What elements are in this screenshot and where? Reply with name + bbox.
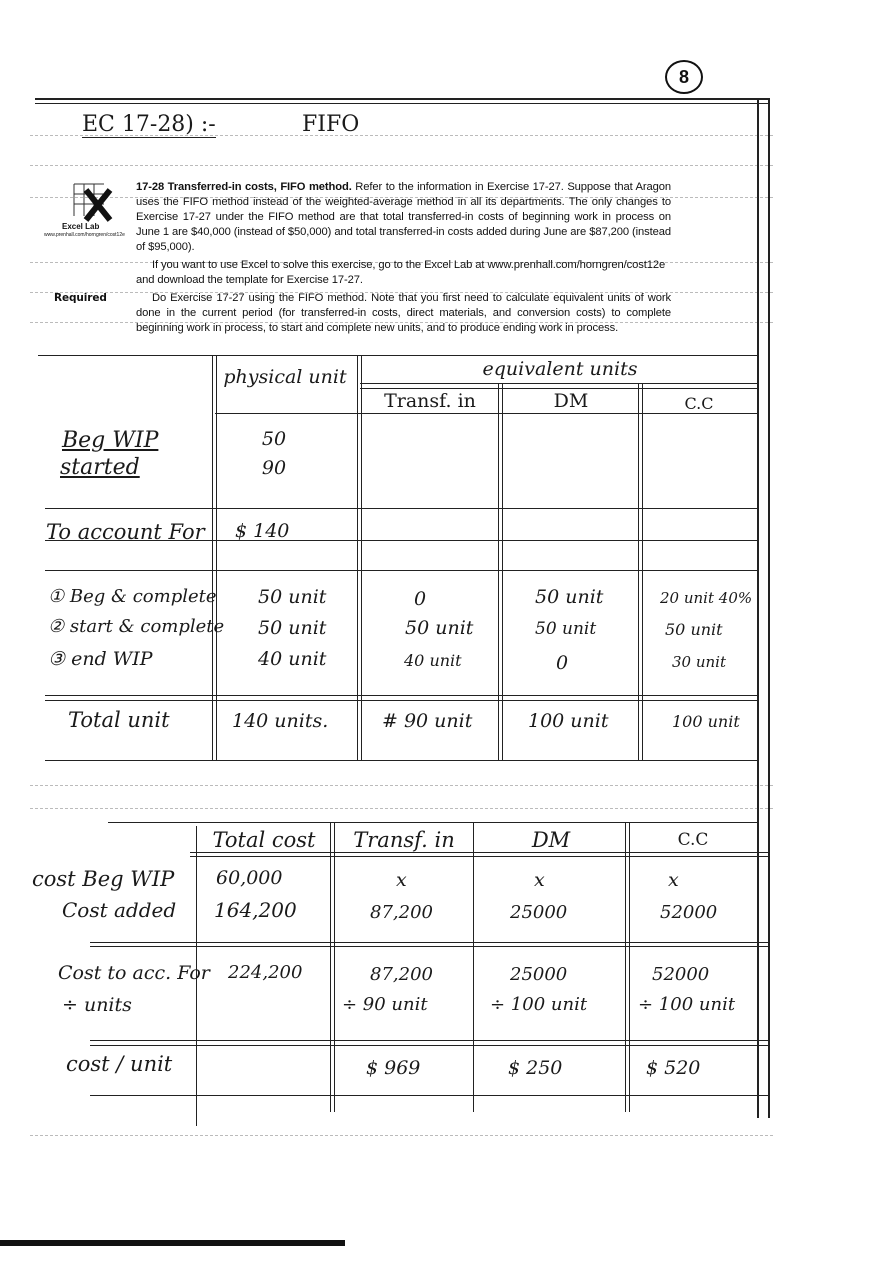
row-dm: 50 unit bbox=[535, 586, 604, 608]
row-label: To account For bbox=[46, 520, 205, 544]
excel-lab-logo bbox=[70, 180, 114, 226]
cost-row-transf: $ 969 bbox=[366, 1057, 421, 1079]
exercise-body: Refer to the information in Exercise 17-27. Suppose that Aragon uses the FIFO method instead of the weighted-average method in all its departments. The only changes to Exercise 17-27 under the FIFO method are that total transferred-in costs of beginning work in process on June 1 are $40,000 (instead of $50,000) and total transferred-in costs added during June are $87,200 (instead of $95,000). bbox=[136, 181, 671, 253]
method-label: FIFO bbox=[302, 112, 360, 137]
excel-grid-icon bbox=[70, 180, 114, 226]
exercise-title: Transferred-in costs, FIFO method. bbox=[167, 181, 352, 193]
row-dm: 100 unit bbox=[528, 710, 609, 732]
cost-row-total: 164,200 bbox=[214, 898, 297, 922]
header-physical-unit: physical unit bbox=[223, 366, 347, 388]
row-transf: 40 unit bbox=[404, 651, 462, 670]
row-label: Beg WIP bbox=[62, 428, 159, 453]
row-physical: 90 bbox=[261, 457, 287, 479]
method-heading bbox=[302, 112, 359, 137]
cost-row-dm: $ 250 bbox=[508, 1057, 563, 1079]
page-number: 8 bbox=[678, 67, 689, 87]
cost-row-cc: ÷ 100 unit bbox=[638, 994, 736, 1015]
page-number-badge bbox=[665, 60, 703, 94]
row-dm: 50 unit bbox=[535, 619, 597, 639]
row-label: ① Beg & complete bbox=[48, 586, 217, 607]
row-physical: $ 140 bbox=[235, 520, 290, 542]
cost-row-label: Cost added bbox=[62, 898, 177, 922]
row-physical: 50 unit bbox=[258, 586, 327, 608]
excel-lab-label: Excel Lab bbox=[62, 222, 100, 231]
row-label: Total unit bbox=[68, 708, 170, 732]
required-label: Required bbox=[54, 292, 107, 304]
row-cc: 50 unit bbox=[665, 620, 723, 639]
cost-row-transf: 87,200 bbox=[370, 964, 433, 985]
header-equivalent-units: equivalent units bbox=[482, 358, 638, 380]
row-transf: # 90 unit bbox=[382, 710, 473, 732]
margin-line bbox=[757, 98, 759, 1118]
cost-row-label: Cost to acc. For bbox=[58, 962, 210, 984]
cost-col-transf: Transf. in bbox=[353, 828, 455, 852]
cost-row-dm: 25000 bbox=[510, 964, 568, 985]
cost-row-label: cost / unit bbox=[66, 1052, 173, 1076]
row-physical: 50 bbox=[261, 428, 287, 450]
cost-row-cc: $ 520 bbox=[646, 1057, 701, 1079]
cost-row-label: cost Beg WIP bbox=[32, 867, 175, 891]
col-transf-in: Transf. in bbox=[384, 390, 476, 412]
cost-row-cc: x bbox=[668, 869, 679, 891]
row-physical: 40 unit bbox=[258, 648, 327, 670]
top-rule bbox=[35, 98, 768, 100]
excel-note: If you want to use Excel to solve this exercise, go to the Excel Lab at www.prenhall.com/horngren/cost12e and download the template for Exercise 17-27. bbox=[136, 259, 666, 286]
cost-row-total: 224,200 bbox=[228, 962, 303, 983]
cost-col-total: Total cost bbox=[212, 828, 316, 852]
cost-row-total: 60,000 bbox=[216, 867, 283, 889]
cost-row-dm: ÷ 100 unit bbox=[490, 994, 588, 1015]
cost-row-dm: 25000 bbox=[510, 902, 568, 923]
cost-row-transf: x bbox=[396, 869, 407, 891]
cost-row-cc: 52000 bbox=[652, 964, 710, 985]
cost-row-transf: ÷ 90 unit bbox=[342, 994, 428, 1015]
exercise-heading bbox=[82, 112, 216, 137]
row-physical: 50 unit bbox=[258, 617, 327, 639]
col-dm: DM bbox=[553, 390, 589, 412]
excel-lab-url: www.prenhall.com/horngren/cost12e bbox=[44, 232, 125, 238]
exercise-number: EC 17-28) :- bbox=[82, 112, 216, 137]
cost-row-transf: 87,200 bbox=[370, 902, 433, 923]
top-rule-2 bbox=[35, 103, 768, 104]
cost-row-dm: x bbox=[534, 869, 545, 891]
cost-row-cc: 52000 bbox=[660, 902, 718, 923]
col-cc: C.C bbox=[684, 394, 714, 413]
row-cc: 100 unit bbox=[672, 712, 740, 731]
row-label: started bbox=[60, 455, 140, 480]
row-physical: 140 units. bbox=[232, 710, 329, 732]
exercise-text bbox=[136, 180, 671, 255]
margin-line-2 bbox=[768, 98, 770, 1118]
cost-row-label: ÷ units bbox=[62, 994, 132, 1016]
row-dm: 0 bbox=[556, 652, 569, 674]
row-transf: 50 unit bbox=[405, 617, 474, 639]
required-text: Do Exercise 17-27 using the FIFO method. Note that you first need to calculate equivalent units of work done in the current period (for transferred-in costs, direct materials, and conversion costs) to complete beginning work in process, to start and complete new units, and to produce ending work in process. bbox=[136, 292, 671, 334]
exercise-num: 17-28 bbox=[136, 181, 165, 193]
scan-edge bbox=[0, 1240, 345, 1246]
row-cc: 30 unit bbox=[672, 653, 727, 671]
cost-col-dm: DM bbox=[531, 828, 571, 852]
row-cc: 20 unit 40% bbox=[660, 589, 753, 607]
row-label: ③ end WIP bbox=[48, 648, 153, 670]
row-transf: 0 bbox=[414, 588, 427, 610]
cost-col-cc: C.C bbox=[677, 830, 709, 850]
row-label: ② start & complete bbox=[48, 616, 225, 637]
